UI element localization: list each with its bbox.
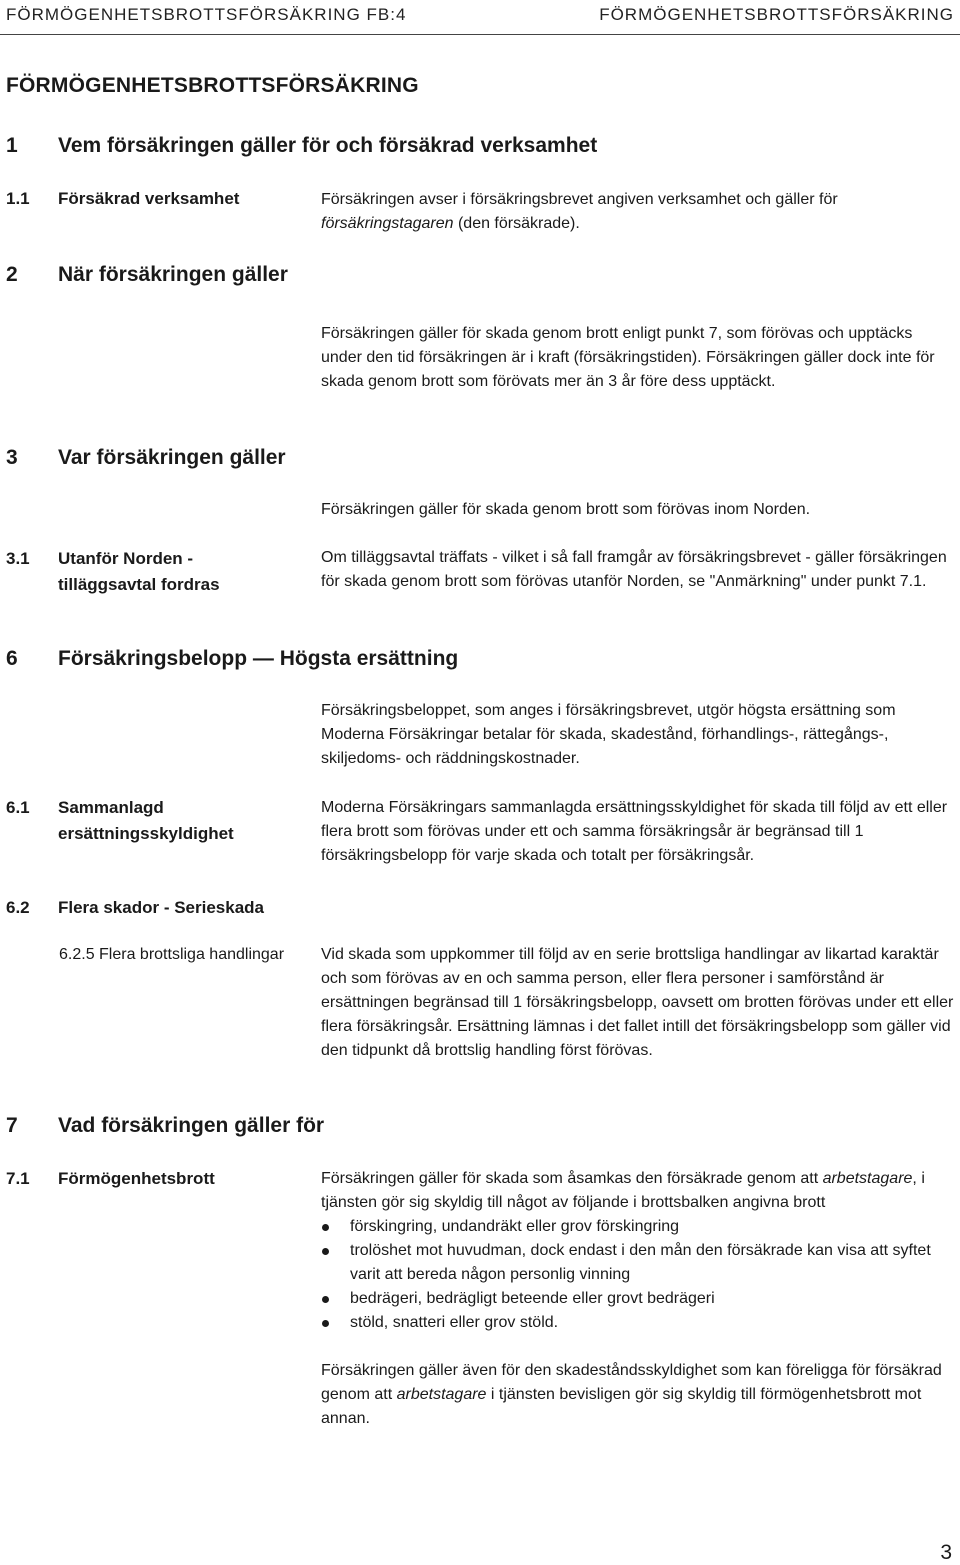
section-6-1-text: Moderna Försäkringars sammanlagda ersättningsskyldighet för skada till följd av ett eller flera brott som förövas under ett och samma försäkringsår är begränsad till 1 försäkringsbelopp för varje skada och totalt per försäkringsår. xyxy=(321,799,948,864)
section-number: 1 xyxy=(6,134,18,157)
section-label: Försäkrad verksamhet xyxy=(58,189,240,208)
section-number: 3 xyxy=(6,446,18,469)
section-1-heading xyxy=(6,134,597,158)
defined-term: försäkringstagaren xyxy=(321,215,454,232)
list-item: trolöshet mot huvudman, dock endast i den mån den försäkrade kan visa att syftet varit att bereda någon personlig vinning xyxy=(321,1239,956,1287)
section-number: 6.1 xyxy=(6,798,30,817)
section-number: 6 xyxy=(6,647,18,670)
section-title: Var försäkringen gäller xyxy=(58,446,286,469)
section-number: 3.1 xyxy=(6,549,30,568)
section-title: Försäkringsbelopp — Högsta ersättning xyxy=(58,647,459,670)
section-2-text: Försäkringen gäller för skada genom brott enligt punkt 7, som förövas och upptäcks under den tid försäkringen är i kraft (försäkringstiden). Försäkringen gäller dock inte för skada genom brott som förövats mer än 3 år före dess upptäckt. xyxy=(321,325,935,390)
document-title: FÖRMÖGENHETSBROTTSFÖRSÄKRING xyxy=(6,74,419,97)
section-7-1-text xyxy=(321,1167,956,1431)
section-number: 6.2 xyxy=(6,898,30,917)
section-1-1-heading xyxy=(6,186,239,212)
section-title: När försäkringen gäller xyxy=(58,263,288,286)
section-number: 7 xyxy=(6,1114,18,1137)
section-2-heading xyxy=(6,263,288,287)
section-title: Vad försäkringen gäller för xyxy=(58,1114,325,1137)
section-number: 1.1 xyxy=(6,189,30,208)
list-item: stöld, snatteri eller grov stöld. xyxy=(321,1311,956,1335)
bullet-icon xyxy=(322,1224,329,1231)
bullet-icon xyxy=(322,1296,329,1303)
section-label: Flera skador - Serieskada xyxy=(58,898,265,917)
section-3-1-heading xyxy=(6,546,258,598)
section-label: Utanför Norden - tilläggsavtal fordras xyxy=(58,549,220,594)
section-7-1-intro: Försäkringen gäller för skada som åsamkas den försäkrade genom att arbetstagare, i tjänsten gör sig skyldig till något av följande i brottsbalken angivna brott xyxy=(321,1170,925,1211)
running-header-right: FÖRMÖGENHETSBROTTSFÖRSÄKRING xyxy=(599,5,954,24)
section-1-1-text: Försäkringen avser i försäkringsbrevet angiven verksamhet och gäller för försäkringstagaren (den försäkrade). xyxy=(321,191,838,232)
list-item: förskingring, undandräkt eller grov förskingring xyxy=(321,1215,956,1239)
page-number: 3 xyxy=(940,1541,952,1564)
list-item: bedrägeri, bedrägligt beteende eller grovt bedrägeri xyxy=(321,1287,956,1311)
section-3-heading xyxy=(6,446,286,470)
section-6-1-heading xyxy=(6,795,258,847)
section-label: Förmögenhetsbrott xyxy=(58,1169,215,1188)
section-6-2-heading xyxy=(6,895,264,921)
section-6-2-5-label: 6.2.5 Flera brottsliga handlingar xyxy=(59,946,285,963)
defined-term: arbetstagare xyxy=(822,1170,913,1187)
section-3-1-text: Om tilläggsavtal träffats - vilket i så fall framgår av försäkringsbrevet - gäller försäkringen för skada genom brott som förövas utanför Norden, se "Anmärkning" under punkt 7.1. xyxy=(321,549,947,590)
section-7-1-outro: Försäkringen gäller även för den skadeståndsskyldighet som kan föreligga för försäkrad genom att arbetstagare i tjänsten bevisligen gör sig skyldig till förmögenhetsbrott mot annan. xyxy=(321,1362,942,1427)
bullet-icon xyxy=(322,1248,329,1255)
running-header-left: FÖRMÖGENHETSBROTTSFÖRSÄKRING FB:4 xyxy=(6,5,407,24)
header-divider xyxy=(0,34,960,35)
section-number: 7.1 xyxy=(6,1169,30,1188)
section-number: 2 xyxy=(6,263,18,286)
section-label: Sammanlagd ersättningsskyldighet xyxy=(58,798,234,843)
section-6-2-5-text: Vid skada som uppkommer till följd av en serie brottsliga handlingar av likartad karaktär och som förövas av en och samma person, eller flera personer i samförstånd är ersättningen begränsad till 1 försäkringsbelopp, oavsett om brotten förövas under ett eller flera försäkringsår. Ersättning lämnas i det fallet intill det försäkringsbelopp som gäller vid den tidpunkt då brottslig handling först förövas. xyxy=(321,946,954,1059)
section-6-heading xyxy=(6,647,458,671)
section-7-heading xyxy=(6,1114,324,1138)
section-title: Vem försäkringen gäller för och försäkrad verksamhet xyxy=(58,134,598,157)
defined-term: arbetstagare xyxy=(396,1386,487,1403)
section-6-text: Försäkringsbeloppet, som anges i försäkringsbrevet, utgör högsta ersättning som Moderna Försäkringar betalar för skada, skadestånd, förhandlings-, rättegångs-, skiljedoms- och räddningskostnader. xyxy=(321,702,896,767)
section-3-text: Försäkringen gäller för skada genom brott som förövas inom Norden. xyxy=(321,501,811,518)
bullet-icon xyxy=(322,1320,329,1327)
section-7-1-heading xyxy=(6,1166,215,1192)
offence-list xyxy=(321,1215,956,1335)
